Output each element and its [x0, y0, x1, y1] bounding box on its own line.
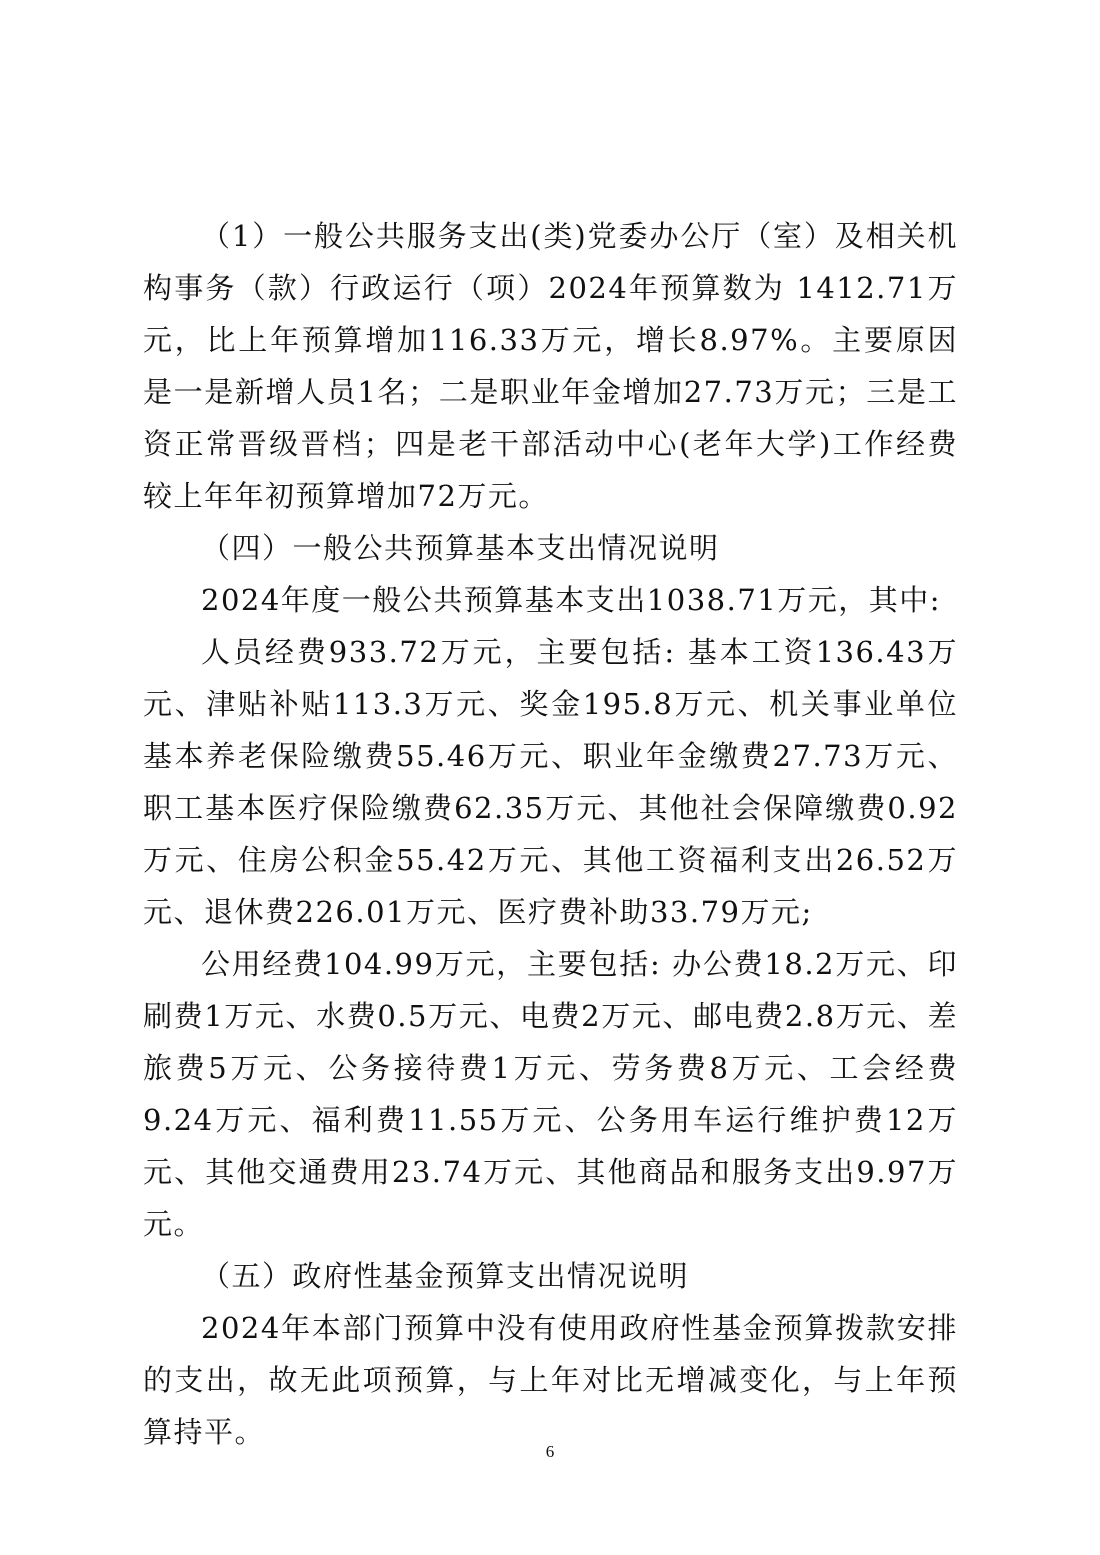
paragraph-personnel-expenses: 人员经费933.72万元，主要包括: 基本工资136.43万元、津贴补贴113.3万元、奖金195.8万元、机关事业单位基本养老保险缴费55.46万元、职业年金缴费27.73万元、职工基本医疗保险缴费62.35万元、其他社会保障缴费0.92万元、住房公积金55.42万元、其他工资福利支出26.52万元、退休费226.01万元、医疗费补助33.79万元; — [143, 635, 958, 929]
paragraph-public-expenses: 公用经费104.99万元，主要包括: 办公费18.2万元、印刷费1万元、水费0.5万元、电费2万元、邮电费2.8万元、差旅费5万元、公务接待费1万元、劳务费8万元、工会经费9.24万元、福利费11.55万元、公务用车运行维护费12万元、其他交通费用23.74万元、其他商品和服务支出9.97万元。 — [143, 947, 958, 1241]
page-number: 6 — [545, 1442, 555, 1461]
document-body — [143, 210, 958, 1458]
paragraph-basic-expenditure-total: 2024年度一般公共预算基本支出1038.71万元，其中: — [201, 583, 941, 617]
section-heading-government-fund: （五）政府性基金预算支出情况说明 — [201, 1259, 690, 1293]
paragraph-government-fund: 2024年本部门预算中没有使用政府性基金预算拨款安排的支出，故无此项预算，与上年对比无增减变化，与上年预算持平。 — [143, 1311, 958, 1449]
section-heading-basic-expenditure: （四）一般公共预算基本支出情况说明 — [201, 531, 720, 565]
paragraph-administrative-operation: （1）一般公共服务支出(类)党委办公厅（室）及相关机构事务（款）行政运行（项）2024年预算数为 1412.71万元，比上年预算增加116.33万元，增长8.97%。主要原因是一是新增人员1名；二是职业年金增加27.73万元；三是工资正常晋级晋档；四是老干部活动中心(老年大学)工作经费较上年年初预算增加72万元。 — [143, 219, 958, 513]
